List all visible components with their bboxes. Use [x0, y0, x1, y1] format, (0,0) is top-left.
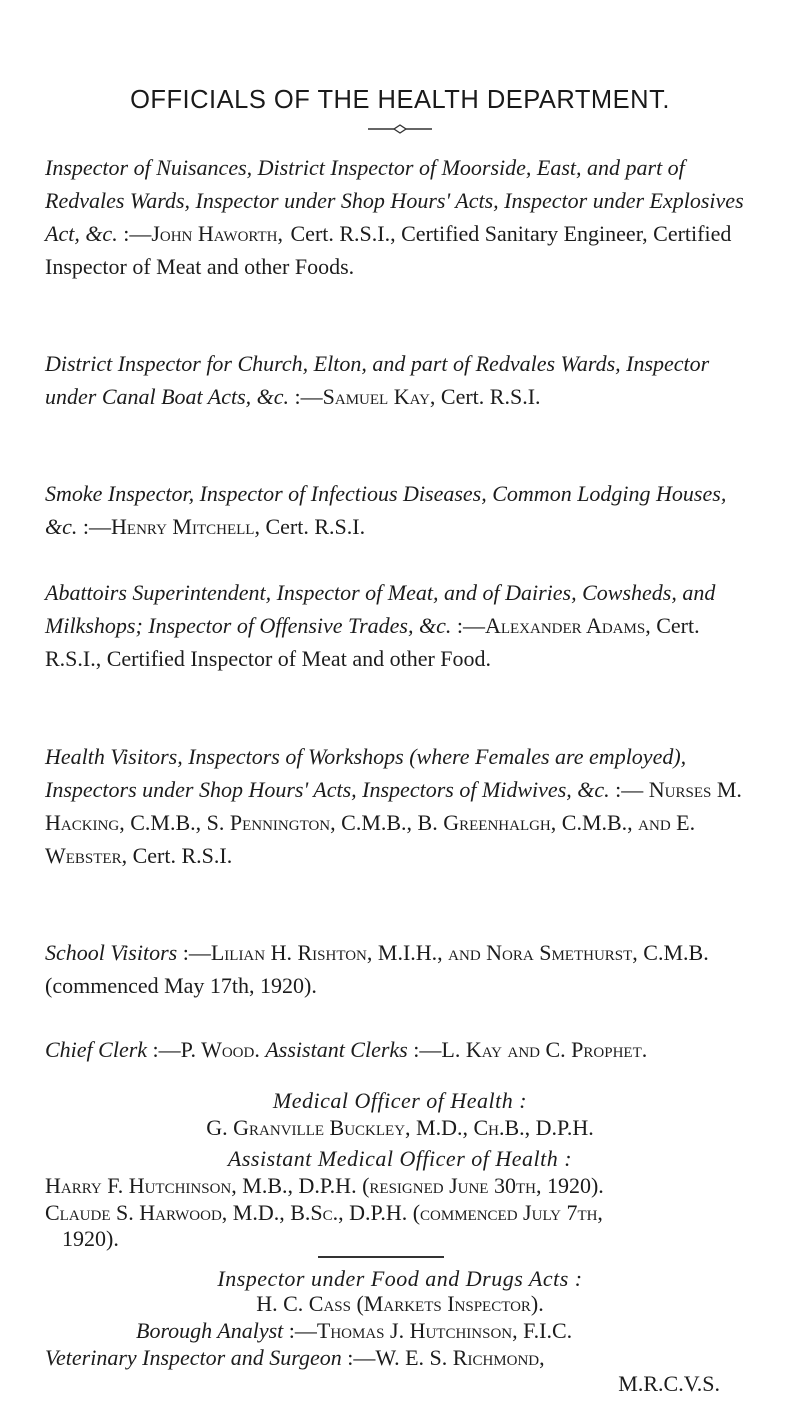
- amoh-line-2: Claude S. Harwood, M.D., B.Sc., D.P.H. (commenced July 7th,: [45, 1200, 603, 1225]
- entry-name: Alexander Adams,: [484, 613, 651, 638]
- entry-clerks: Chief Clerk :—P. Wood. Assistant Clerks :—L. Kay and C. Prophet.: [45, 1037, 648, 1062]
- analyst-name: Thomas J. Hutchinson, F.I.C.: [316, 1318, 573, 1343]
- entry-school-visitors: School Visitors :—Lilian H. Rishton, M.I.H., and Nora Smethurst, C.M.B. (commenced May 17th, 1920).: [45, 940, 709, 998]
- veterinary-name: W. E. S. Richmond,: [375, 1345, 545, 1370]
- entry-quals: Cert. R.S.I.: [132, 843, 233, 868]
- entry-role: Smoke Inspector, Inspector of Infectious Diseases, Common Lodging Houses, &c.: [45, 481, 727, 539]
- veterinary-role: Veterinary Inspector and Surgeon: [45, 1345, 342, 1370]
- food-drugs-name: H. C. Cass (Markets Inspector).: [256, 1291, 544, 1316]
- entry-name: Henry Mitchell,: [111, 514, 260, 539]
- food-drugs-heading: Inspector under Food and Drugs Acts :: [217, 1266, 583, 1291]
- entry-name: — Nurses M. Hacking, C.M.B., S. Pennington, C.M.B., B. Greenhalgh, C.M.B., and E. Webster,: [45, 777, 742, 868]
- entry-role: School Visitors: [45, 940, 178, 965]
- chief-clerk-name: P. Wood.: [180, 1037, 260, 1062]
- entry-quals: Cert. R.S.I., Certified Inspector of Meat and other Food.: [45, 613, 700, 671]
- ornament-divider: [368, 124, 432, 134]
- chief-clerk-role: Chief Clerk: [45, 1037, 148, 1062]
- entry-name: Lilian H. Rishton, M.I.H., and Nora Smethurst,: [210, 940, 638, 965]
- entry-abattoirs-superintendent: Abattoirs Superintendent, Inspector of Meat, and of Dairies, Cowsheds, and Milkshops; Inspector of Offensive Trades, &c. :—Alexander Adams, Cert. R.S.I., Certified Inspector of Meat and other Food.: [45, 580, 716, 671]
- analyst-role: Borough Analyst: [136, 1318, 284, 1343]
- page-title: OFFICIALS OF THE HEALTH DEPARTMENT.: [130, 86, 670, 114]
- entry-quals: Cert. R.S.I.: [440, 384, 541, 409]
- entry-quals: C.M.B. (commenced May 17th, 1920).: [45, 940, 709, 998]
- entry-inspector-of-nuisances: Inspector of Nuisances, District Inspector of Moorside, East, and part of Redvales Wards, Inspector under Shop Hours' Acts, Inspector under Explosives Act, &c. :—John Haworth, Cert. R.S.I., Certified Sanitary Engineer, Certified Inspector of Meat and other Foods.: [45, 155, 744, 279]
- veterinary-quals: M.R.C.V.S.: [618, 1371, 720, 1396]
- veterinary-inspector: Veterinary Inspector and Surgeon :—W. E. S. Richmond, M.R.C.V.S.: [45, 1345, 760, 1397]
- entry-quals: Cert. R.S.I., Certified Sanitary Engineer, Certified Inspector of Meat and other Foods.: [45, 221, 732, 279]
- amoh-line-1: Harry F. Hutchinson, M.B., D.P.H. (resigned June 30th, 1920).: [45, 1173, 604, 1198]
- assistant-clerks-role: Assistant Clerks: [265, 1037, 408, 1062]
- entry-district-inspector: District Inspector for Church, Elton, and part of Redvales Wards, Inspector under Canal Boat Acts, &c. :—Samuel Kay, Cert. R.S.I.: [45, 351, 710, 409]
- entry-smoke-inspector: Smoke Inspector, Inspector of Infectious Diseases, Common Lodging Houses, &c. :—Henry Mitchell, Cert. R.S.I.: [45, 481, 727, 539]
- moh-heading: Medical Officer of Health :: [272, 1088, 528, 1113]
- amoh-heading: Assistant Medical Officer of Health :: [227, 1146, 573, 1171]
- entry-quals: Cert. R.S.I.: [265, 514, 366, 539]
- moh-name: G. Granville Buckley, M.D., Ch.B., D.P.H.: [206, 1115, 594, 1140]
- entry-role: District Inspector for Church, Elton, and part of Redvales Wards, Inspector under Canal Boat Acts, &c.: [45, 351, 710, 409]
- amoh-line-3: 1920).: [62, 1226, 119, 1251]
- entry-name: John Haworth,: [151, 221, 283, 246]
- borough-analyst: Borough Analyst :—Thomas J. Hutchinson, F.I.C.: [136, 1318, 573, 1343]
- entry-name: Samuel Kay,: [322, 384, 436, 409]
- entry-role: Health Visitors, Inspectors of Workshops (where Females are employed), Inspectors under Shop Hours' Acts, Inspectors of Midwives, &c.: [45, 744, 687, 802]
- section-rule: [318, 1256, 444, 1258]
- entry-health-visitors: Health Visitors, Inspectors of Workshops (where Females are employed), Inspectors under Shop Hours' Acts, Inspectors of Midwives, &c. :— Nurses M. Hacking, C.M.B., S. Pennington, C.M.B., B. Greenhalgh, C.M.B., and E. Webster, Cert. R.S.I.: [45, 744, 742, 868]
- entry-role: Inspector of Nuisances, District Inspector of Moorside, East, and part of Redvales Wards, Inspector under Shop Hours' Acts, Inspector under Explosives Act, &c.: [45, 155, 744, 246]
- assistant-clerks-names: L. Kay and C. Prophet.: [441, 1037, 648, 1062]
- entry-role: Abattoirs Superintendent, Inspector of Meat, and of Dairies, Cowsheds, and Milkshops; Inspector of Offensive Trades, &c.: [45, 580, 716, 638]
